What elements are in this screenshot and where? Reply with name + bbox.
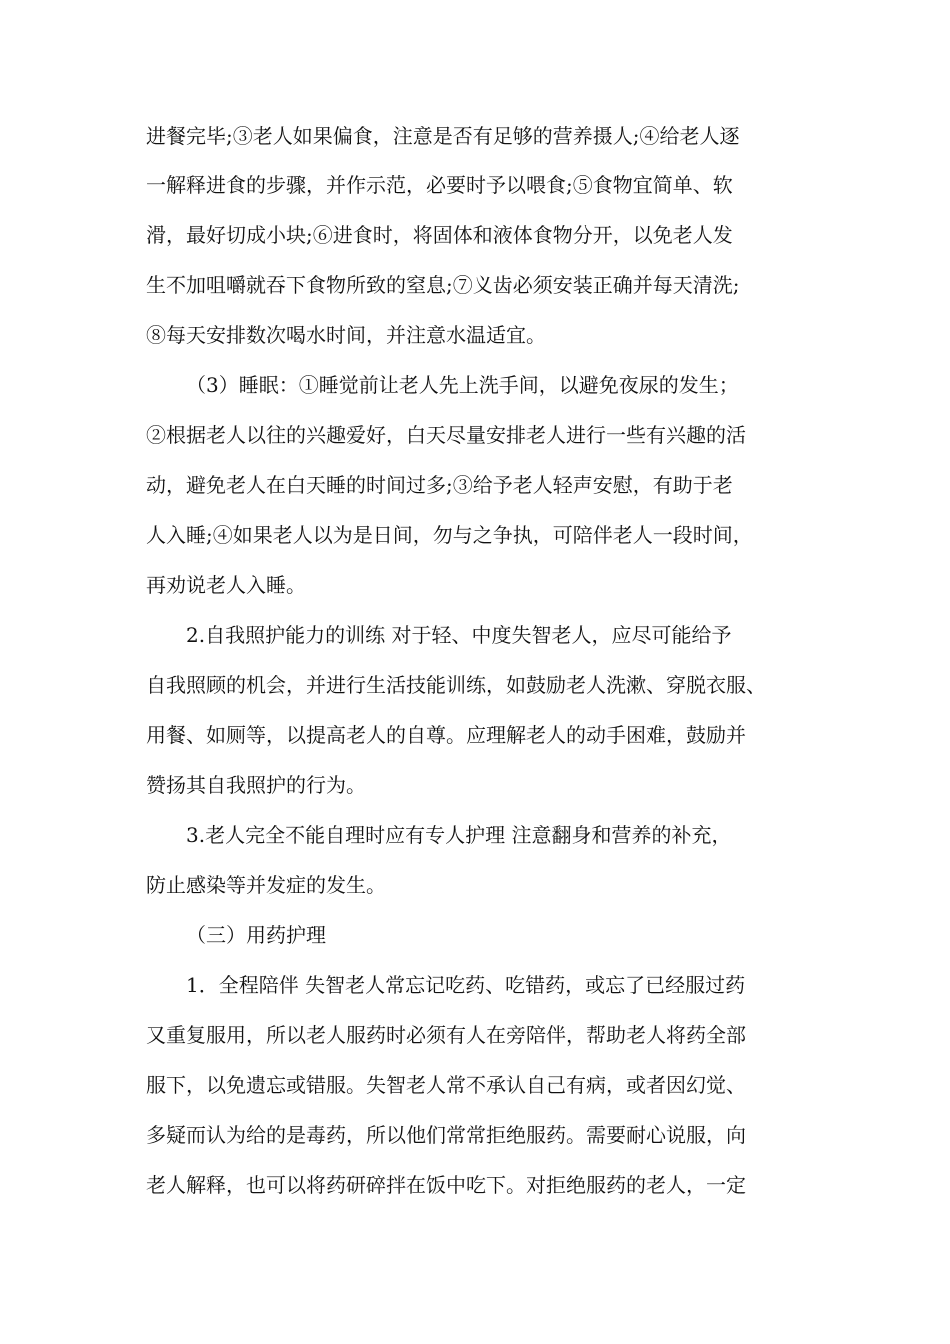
text-line: 滑，最好切成小块;⑥进食时，将固体和液体食物分开，以免老人发 [146, 223, 733, 247]
text-line: 防止感染等并发症的发生。 [146, 873, 386, 897]
text-line: 赞扬其自我照护的行为。 [146, 773, 366, 797]
text-line: ⑧每天安排数次喝水时间，并注意水温适宜。 [146, 323, 546, 347]
text-line: 一解释进食的步骤，并作示范，必要时予以喂食;⑤食物宜简单、软 [146, 173, 733, 197]
text-line: ②根据老人以往的兴趣爱好，白天尽量安排老人进行一些有兴趣的活 [146, 423, 746, 447]
text-line: 进餐完毕;③老人如果偏食，注意是否有足够的营养摄人;④给老人逐 [146, 124, 740, 148]
text-line: 动，避免老人在白天睡的时间过多;③给予老人轻声安慰，有助于老 [146, 473, 733, 497]
text-line: 又重复服用，所以老人服药时必须有人在旁陪伴，帮助老人将药全部 [146, 1023, 746, 1047]
text-line: 自我照顾的机会，并进行生活技能训练，如鼓励老人洗漱、穿脱衣服、 [146, 673, 766, 697]
text-line: （3）睡眠：①睡觉前让老人先上洗手间，以避免夜尿的发生； [186, 373, 739, 397]
text-line: 生不加咀嚼就吞下食物所致的窒息;⑦义齿必须安装正确并每天清洗; [146, 273, 740, 297]
text-line: 老人解释，也可以将药研碎拌在饭中吃下。对拒绝服药的老人，一定 [146, 1173, 746, 1197]
text-line: 再劝说老人入睡。 [146, 573, 306, 597]
text-line: 3.老人完全不能自理时应有专人护理 注意翻身和营养的补充， [186, 823, 732, 847]
text-line: 多疑而认为给的是毒药，所以他们常常拒绝服药。需要耐心说服，向 [146, 1123, 746, 1147]
text-line: 服下，以免遗忘或错服。失智老人常不承认自己有病，或者因幻觉、 [146, 1073, 746, 1097]
text-line: 1．全程陪伴 失智老人常忘记吃药、吃错药，或忘了已经服过药 [186, 973, 746, 997]
text-line: 用餐、如厕等，以提高老人的自尊。应理解老人的动手困难，鼓励并 [146, 723, 746, 747]
text-line: 2.自我照护能力的训练 对于轻、中度失智老人，应尽可能给予 [186, 623, 732, 647]
section-heading: （三）用药护理 [186, 923, 326, 947]
text-line: 人入睡;④如果老人以为是日间，勿与之争执，可陪伴老人一段时间， [146, 523, 753, 547]
